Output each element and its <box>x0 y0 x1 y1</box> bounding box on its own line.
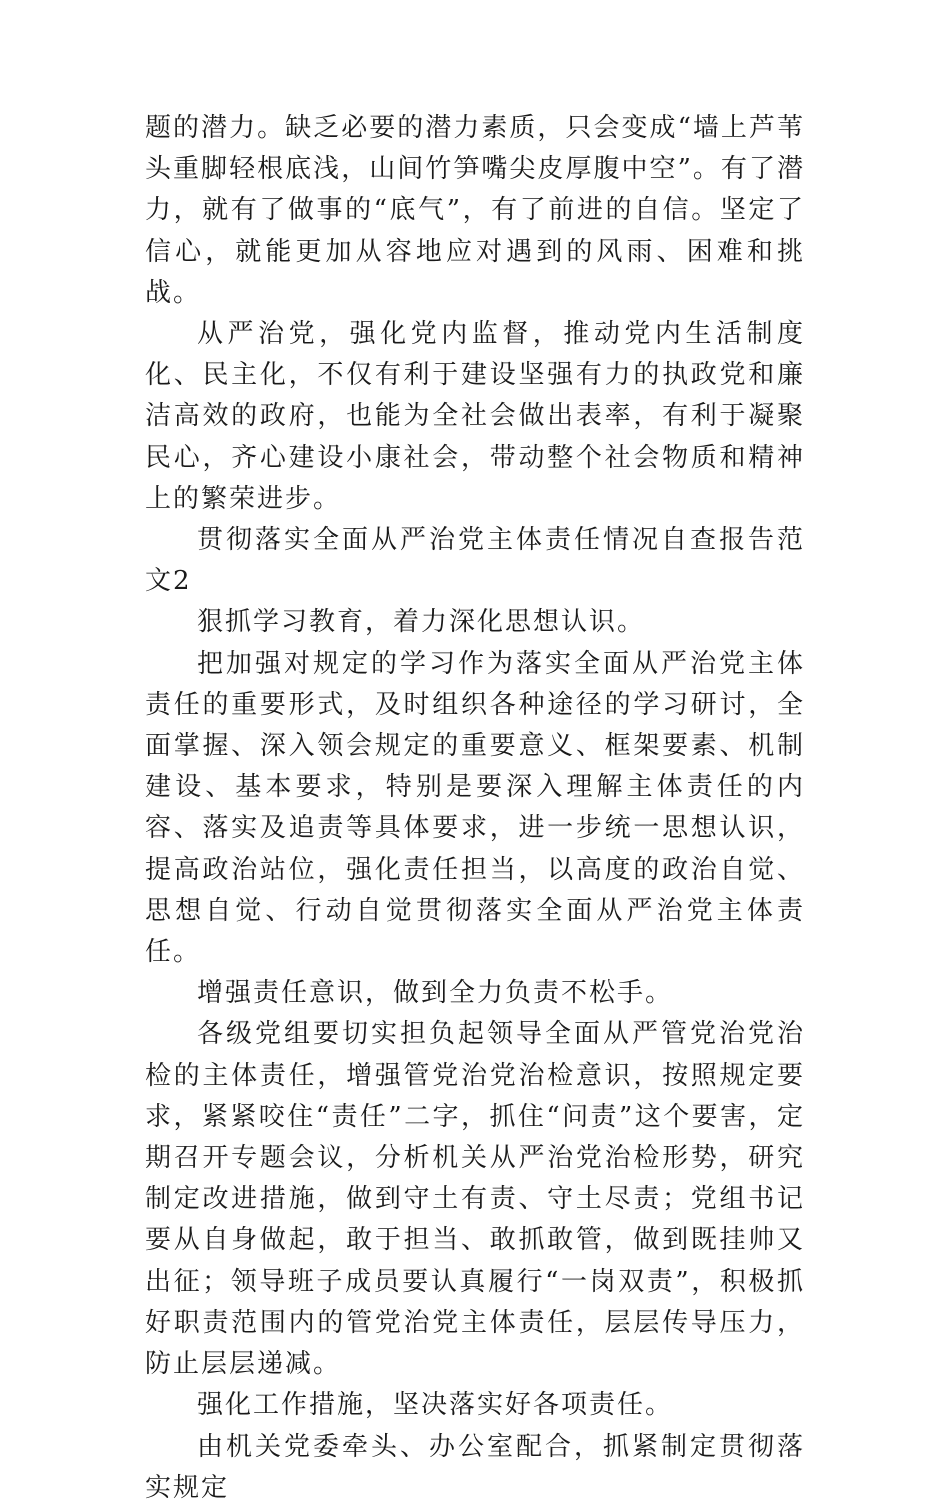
paragraph-strict-governance: 从严治党，强化党内监督，推动党内生活制度化、民主化，不仅有利于建设坚强有力的执政党和廉洁高效的政府，也能为全社会做出表率，有利于凝聚民心，齐心建设小康社会，带动整个社会物质和精神上的繁荣进步。 <box>145 319 805 514</box>
paragraph-measures-start: 由机关党委牵头、办公室配合，抓紧制定贯彻落实规定 <box>145 1431 805 1503</box>
subheading-responsibility-awareness: 增强责任意识，做到全力负责不松手。 <box>197 978 674 1009</box>
subheading-study-education: 狠抓学习教育，着力深化思想认识。 <box>197 607 646 638</box>
document-body <box>145 108 805 1509</box>
section-heading-report-2: 贯彻落实全面从严治党主体责任情况自查报告范文2 <box>145 525 805 597</box>
subheading-work-measures: 强化工作措施，坚决落实好各项责任。 <box>197 1390 674 1421</box>
paragraph-intro-continuation: 题的潜力。缺乏必要的潜力素质，只会变成“墙上芦苇头重脚轻根底浅，山间竹笋嘴尖皮厚腹中空”。有了潜力，就有了做事的“底气”，有了前进的自信。坚定了信心，就能更加从容地应对遇到的风雨、困难和挑战。 <box>145 113 805 308</box>
paragraph-study-details: 把加强对规定的学习作为落实全面从严治党主体责任的重要形式，及时组织各种途径的学习研讨，全面掌握、深入领会规定的重要意义、框架要素、机制建设、基本要求，特别是要深入理解主体责任的内容、落实及追责等具体要求，进一步统一思想认识，提高政治站位，强化责任担当，以高度的政治自觉、思想自觉、行动自觉贯彻落实全面从严治党主体责任。 <box>145 648 805 968</box>
paragraph-responsibility-details: 各级党组要切实担负起领导全面从严管党治党治检的主体责任，增强管党治党治检意识，按照规定要求，紧紧咬住“责任”二字，抓住“问责”这个要害，定期召开专题会议，分析机关从严治党治检形势，研究制定改进措施，做到守土有责、守土尽责；党组书记要从自身做起，敢于担当、敢抓敢管，做到既挂帅又出征；领导班子成员要认真履行“一岗双责”，积极抓好职责范围内的管党治党主体责任，层层传导压力，防止层层递减。 <box>145 1019 805 1380</box>
